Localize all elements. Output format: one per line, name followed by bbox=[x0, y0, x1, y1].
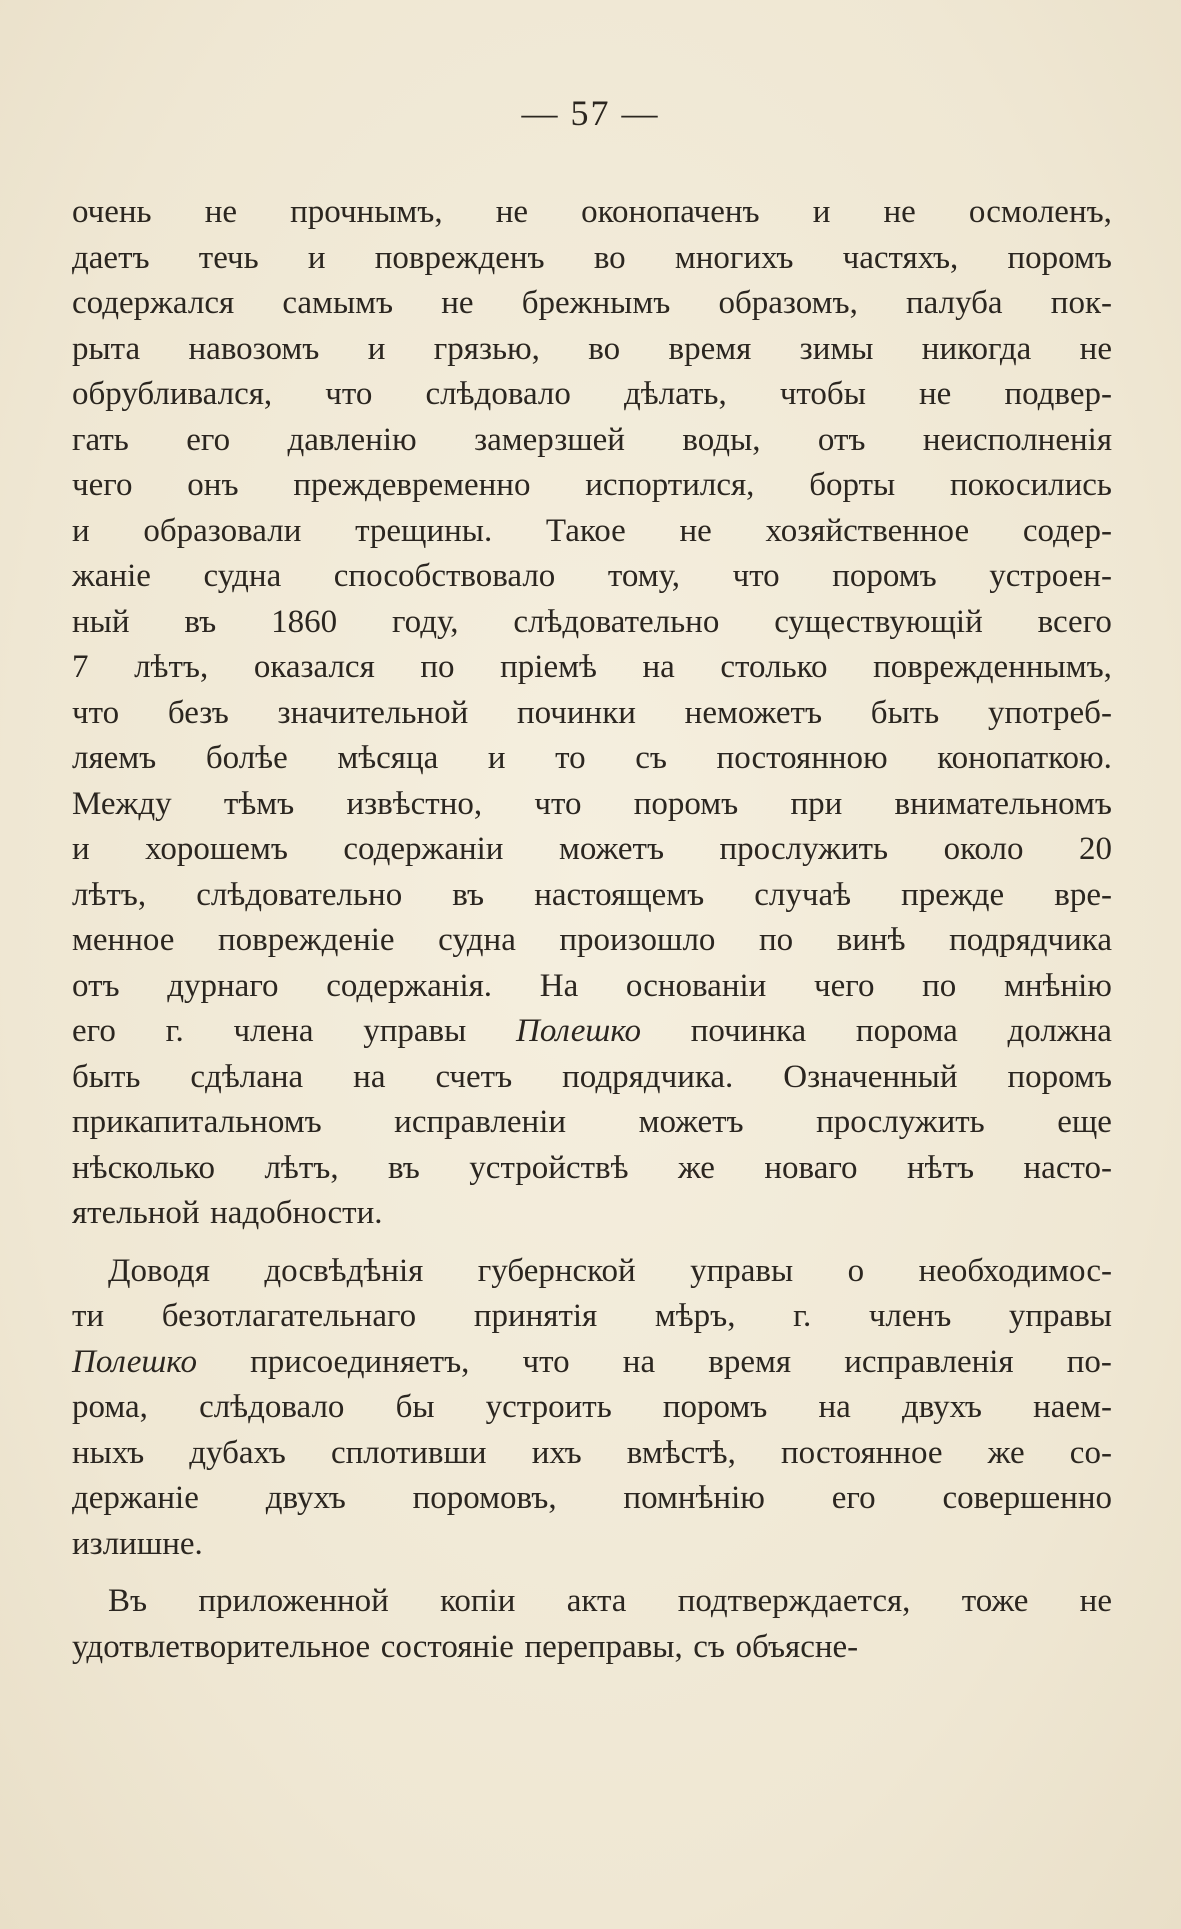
text-line bbox=[72, 281, 1112, 327]
word: осмоленъ, bbox=[968, 194, 1112, 230]
word: настоящемъ bbox=[534, 876, 705, 913]
word: чего bbox=[813, 967, 875, 1004]
word: навозомъ bbox=[188, 330, 320, 367]
word: ятельной bbox=[72, 1195, 200, 1231]
word: поромъ bbox=[1007, 1058, 1112, 1095]
word: быть bbox=[72, 1058, 141, 1095]
word: употреб- bbox=[987, 694, 1112, 731]
text-line bbox=[72, 645, 1112, 691]
word: оконопаченъ bbox=[581, 194, 760, 230]
word: управы bbox=[1008, 1298, 1112, 1334]
page-number: — 57 — bbox=[521, 93, 660, 133]
word: нѣтъ bbox=[907, 1149, 975, 1186]
word: мѣръ, bbox=[654, 1298, 736, 1334]
word: основаніи bbox=[625, 967, 767, 1004]
text-line bbox=[72, 327, 1112, 373]
word: 20 bbox=[1078, 831, 1112, 867]
word: тѣмъ bbox=[223, 785, 295, 822]
word: ляемъ bbox=[72, 740, 157, 776]
text-line bbox=[72, 1191, 1112, 1237]
word: держаніе bbox=[72, 1480, 199, 1516]
word: во bbox=[588, 330, 621, 367]
word: содержанія. bbox=[326, 967, 493, 1004]
paragraph-gap bbox=[72, 1567, 1112, 1579]
word: прослужить bbox=[719, 831, 889, 867]
word: болѣе bbox=[205, 740, 288, 776]
word: частяхъ, bbox=[842, 239, 959, 276]
text-line bbox=[72, 1431, 1112, 1477]
word: многихъ bbox=[674, 239, 794, 276]
word: брежнымъ bbox=[521, 285, 671, 321]
word: всего bbox=[1037, 603, 1112, 640]
word: совершенно bbox=[942, 1480, 1112, 1516]
word: съ bbox=[635, 740, 667, 776]
word: прикапитальномъ bbox=[72, 1104, 322, 1140]
word: что bbox=[534, 785, 582, 822]
word: Между bbox=[72, 785, 172, 822]
word: отъ bbox=[817, 421, 866, 458]
word: съ bbox=[693, 1628, 725, 1665]
word: лѣтъ, bbox=[134, 649, 209, 685]
word: сдѣлана bbox=[190, 1058, 304, 1095]
word: 7 bbox=[72, 649, 89, 685]
word: поврежденъ bbox=[374, 239, 545, 276]
word: при bbox=[790, 785, 843, 822]
word: со- bbox=[1069, 1434, 1112, 1471]
word: не bbox=[919, 376, 952, 412]
word: ныхъ bbox=[72, 1434, 145, 1471]
word: въ bbox=[388, 1149, 420, 1186]
text-line bbox=[72, 1009, 1112, 1055]
word: оказался bbox=[253, 649, 375, 685]
word: замерзшей bbox=[474, 421, 625, 458]
word: губернской bbox=[477, 1252, 636, 1289]
word: поромъ bbox=[1007, 239, 1112, 276]
word: году, bbox=[391, 603, 459, 640]
word: внимательномъ bbox=[894, 785, 1112, 822]
word: вре- bbox=[1054, 876, 1112, 913]
word: значительной bbox=[277, 694, 469, 731]
word: хорошемъ bbox=[145, 831, 288, 867]
word: еще bbox=[1057, 1104, 1112, 1140]
word: воды, bbox=[682, 421, 761, 458]
word: тоже bbox=[961, 1583, 1029, 1619]
word: не bbox=[441, 285, 474, 321]
word: во bbox=[593, 239, 626, 276]
word: и bbox=[307, 239, 326, 276]
word: быть bbox=[870, 694, 940, 731]
word: же bbox=[677, 1149, 715, 1186]
text-line bbox=[72, 1100, 1112, 1146]
word: прежде bbox=[901, 876, 1005, 913]
word: гать bbox=[72, 421, 129, 458]
word: существующій bbox=[774, 603, 983, 640]
word: ти bbox=[72, 1298, 105, 1334]
text-line bbox=[72, 736, 1112, 782]
word: наем- bbox=[1033, 1389, 1112, 1425]
word: что bbox=[325, 376, 373, 412]
word: слѣдовательно bbox=[196, 876, 403, 913]
word: его bbox=[72, 1013, 116, 1049]
word: произошло bbox=[559, 922, 716, 958]
word: безъ bbox=[167, 694, 229, 731]
word: не bbox=[1079, 1583, 1112, 1619]
word: рома, bbox=[72, 1389, 148, 1425]
word: переправы, bbox=[524, 1628, 683, 1665]
word: хозяйственное bbox=[765, 512, 970, 549]
word: самымъ bbox=[282, 285, 394, 321]
text-line bbox=[72, 1146, 1112, 1192]
word: по bbox=[922, 967, 957, 1004]
word: постоянное bbox=[780, 1434, 943, 1471]
word: принятія bbox=[473, 1298, 598, 1334]
word: не bbox=[679, 512, 712, 549]
word: на bbox=[818, 1389, 851, 1425]
word bbox=[516, 1009, 641, 1055]
word: вмѣстѣ, bbox=[626, 1434, 736, 1471]
word: двухъ bbox=[901, 1389, 982, 1425]
word: тому, bbox=[607, 558, 681, 594]
word: устроен- bbox=[989, 558, 1112, 594]
word: преждевременно bbox=[293, 467, 531, 503]
text-line bbox=[72, 463, 1112, 509]
word: надобности. bbox=[210, 1195, 383, 1231]
word: что bbox=[72, 694, 120, 731]
word: давленію bbox=[287, 421, 417, 458]
word: судна bbox=[438, 922, 516, 958]
word: поромъ bbox=[633, 785, 739, 822]
word: должна bbox=[1007, 1013, 1112, 1049]
italic-name: Полешко bbox=[72, 1343, 197, 1380]
word: Означенный bbox=[783, 1058, 958, 1095]
word: судна bbox=[203, 558, 282, 594]
text-line bbox=[72, 236, 1112, 282]
word: обрубливался, bbox=[72, 376, 273, 412]
word: членъ bbox=[868, 1298, 952, 1334]
word: необходимос- bbox=[918, 1252, 1112, 1289]
word: управы bbox=[363, 1013, 467, 1049]
text-line bbox=[72, 600, 1112, 646]
text-line bbox=[72, 964, 1112, 1010]
word: на bbox=[353, 1058, 386, 1095]
word: прослужить bbox=[816, 1104, 985, 1140]
word: поврежденіе bbox=[217, 922, 395, 958]
text-line bbox=[72, 1294, 1112, 1340]
word: жаніе bbox=[72, 558, 151, 594]
word: поврежденнымъ, bbox=[873, 649, 1112, 685]
word: о bbox=[847, 1252, 865, 1289]
word: не bbox=[495, 194, 528, 230]
word: Такое bbox=[545, 512, 626, 549]
word: и bbox=[367, 330, 386, 367]
word: дѣлать, bbox=[624, 376, 727, 412]
word: въ bbox=[184, 603, 217, 640]
word: двухъ bbox=[265, 1480, 346, 1516]
word: подвер- bbox=[1004, 376, 1112, 412]
word: на bbox=[642, 649, 675, 685]
word: никогда bbox=[921, 330, 1032, 367]
word: поромовъ, bbox=[412, 1480, 557, 1516]
text-line bbox=[72, 1522, 1112, 1568]
word: трещины. bbox=[355, 512, 493, 549]
word: мѣсяца bbox=[337, 740, 439, 776]
word: пок- bbox=[1050, 285, 1112, 321]
word: акта bbox=[566, 1583, 627, 1619]
word: починки bbox=[516, 694, 636, 731]
word: чего bbox=[72, 467, 133, 503]
word: Въ bbox=[108, 1583, 148, 1619]
body-text bbox=[72, 190, 1112, 1670]
word: его bbox=[186, 421, 231, 458]
word: ихъ bbox=[531, 1434, 582, 1471]
word: бы bbox=[395, 1389, 435, 1425]
word: онъ bbox=[187, 467, 239, 503]
word bbox=[72, 1340, 197, 1386]
text-line bbox=[72, 418, 1112, 464]
word: течь bbox=[198, 239, 259, 276]
text-line bbox=[72, 1340, 1112, 1386]
word: г. bbox=[165, 1013, 184, 1049]
word: палуба bbox=[906, 285, 1003, 321]
word: счетъ bbox=[435, 1058, 513, 1095]
word: по bbox=[420, 649, 455, 685]
word: дубахъ bbox=[189, 1434, 286, 1471]
word: объясне- bbox=[735, 1628, 859, 1665]
word: около bbox=[943, 831, 1024, 867]
word: время bbox=[668, 330, 752, 367]
text-line bbox=[72, 190, 1112, 236]
word: подрядчика bbox=[949, 922, 1112, 958]
word: неможетъ bbox=[684, 694, 823, 731]
italic-name: Полешко bbox=[516, 1013, 642, 1049]
word: безотлагательнаго bbox=[161, 1298, 417, 1334]
word: слѣдовательно bbox=[513, 603, 720, 640]
word: чтобы bbox=[779, 376, 866, 412]
text-line bbox=[72, 1055, 1112, 1101]
word: столько bbox=[720, 649, 828, 685]
word: грязью, bbox=[433, 330, 540, 367]
word: слѣдовало bbox=[199, 1389, 345, 1425]
word: извѣстно, bbox=[346, 785, 483, 822]
word: исправленія bbox=[844, 1343, 1014, 1380]
word: новаго bbox=[764, 1149, 858, 1186]
word: не bbox=[883, 194, 916, 230]
word: отъ bbox=[72, 967, 120, 1004]
word: помнѣнію bbox=[623, 1480, 765, 1516]
word: то bbox=[555, 740, 586, 776]
word: исправленіи bbox=[394, 1104, 567, 1140]
word: починка bbox=[690, 1013, 807, 1049]
word: даетъ bbox=[72, 239, 150, 276]
word: образовали bbox=[143, 512, 302, 549]
word: мнѣнію bbox=[1003, 967, 1112, 1004]
word: и bbox=[72, 512, 90, 549]
text-line bbox=[72, 782, 1112, 828]
word: конопаткою. bbox=[937, 740, 1112, 776]
word: насто- bbox=[1023, 1149, 1112, 1186]
word: сплотивши bbox=[331, 1434, 487, 1471]
word: устройствѣ bbox=[469, 1149, 629, 1186]
word: на bbox=[622, 1343, 656, 1380]
word: приложенной bbox=[198, 1583, 389, 1619]
word: прочнымъ, bbox=[290, 194, 443, 230]
word: образомъ, bbox=[718, 285, 858, 321]
text-line bbox=[72, 509, 1112, 555]
text-line bbox=[72, 1579, 1112, 1625]
word: присоединяетъ, bbox=[250, 1343, 470, 1380]
word: неисполненія bbox=[922, 421, 1112, 458]
word: состояніе bbox=[380, 1628, 514, 1665]
word: 1860 bbox=[271, 603, 338, 640]
text-line bbox=[72, 827, 1112, 873]
word: содержался bbox=[72, 285, 235, 321]
word: же bbox=[987, 1434, 1025, 1471]
word: досвѣдѣнія bbox=[264, 1252, 424, 1289]
word: Доводя bbox=[108, 1252, 210, 1289]
paragraph-gap bbox=[72, 1237, 1112, 1249]
word: излишне. bbox=[72, 1525, 203, 1562]
word: лѣтъ, bbox=[264, 1149, 339, 1186]
word: слѣдовало bbox=[425, 376, 571, 412]
word: не bbox=[1079, 330, 1112, 367]
word: покосились bbox=[950, 467, 1112, 503]
word: и bbox=[812, 194, 831, 230]
word: по- bbox=[1066, 1343, 1112, 1380]
text-line bbox=[72, 554, 1112, 600]
word: рыта bbox=[72, 330, 141, 367]
text-line bbox=[72, 372, 1112, 418]
word: способствовало bbox=[333, 558, 556, 594]
word: порома bbox=[855, 1013, 958, 1049]
word: и bbox=[72, 831, 90, 867]
word: нѣсколько bbox=[72, 1149, 216, 1186]
text-line bbox=[72, 918, 1112, 964]
word: менное bbox=[72, 922, 175, 958]
word: не bbox=[204, 194, 238, 230]
word: поромъ bbox=[832, 558, 937, 594]
word: винѣ bbox=[836, 922, 906, 958]
text-line bbox=[72, 873, 1112, 919]
word: На bbox=[539, 967, 579, 1004]
word: можетъ bbox=[558, 831, 665, 867]
word: удотвлетворительное bbox=[72, 1628, 371, 1665]
word: управы bbox=[690, 1252, 794, 1289]
text-line bbox=[72, 691, 1112, 737]
word: подрядчика. bbox=[562, 1058, 734, 1095]
word: пріемѣ bbox=[500, 649, 597, 685]
text-line bbox=[72, 1476, 1112, 1522]
word: что bbox=[522, 1343, 570, 1380]
word: содер- bbox=[1022, 512, 1112, 549]
word: въ bbox=[452, 876, 485, 913]
word: можетъ bbox=[638, 1104, 744, 1140]
word: члена bbox=[233, 1013, 314, 1049]
word: по bbox=[758, 922, 794, 958]
word: зимы bbox=[799, 330, 874, 367]
text-line bbox=[72, 1385, 1112, 1431]
word: поромъ bbox=[662, 1389, 768, 1425]
word: и bbox=[487, 740, 506, 776]
word: копіи bbox=[440, 1583, 516, 1619]
text-line bbox=[72, 1625, 1112, 1671]
word: устроить bbox=[485, 1389, 612, 1425]
text-line bbox=[72, 1249, 1112, 1295]
word: его bbox=[831, 1480, 876, 1516]
word: дурнаго bbox=[167, 967, 279, 1004]
word: ный bbox=[72, 603, 130, 640]
word: подтверждается, bbox=[677, 1583, 911, 1619]
word: время bbox=[708, 1343, 792, 1380]
word: постоянною bbox=[716, 740, 888, 776]
word: очень bbox=[72, 194, 152, 230]
word: что bbox=[732, 558, 780, 594]
word: испортился, bbox=[585, 467, 755, 503]
word: лѣтъ, bbox=[72, 876, 147, 913]
word: содержаніи bbox=[343, 831, 504, 867]
word: случаѣ bbox=[754, 876, 852, 913]
word: борты bbox=[809, 467, 896, 503]
word: г. bbox=[793, 1298, 812, 1334]
